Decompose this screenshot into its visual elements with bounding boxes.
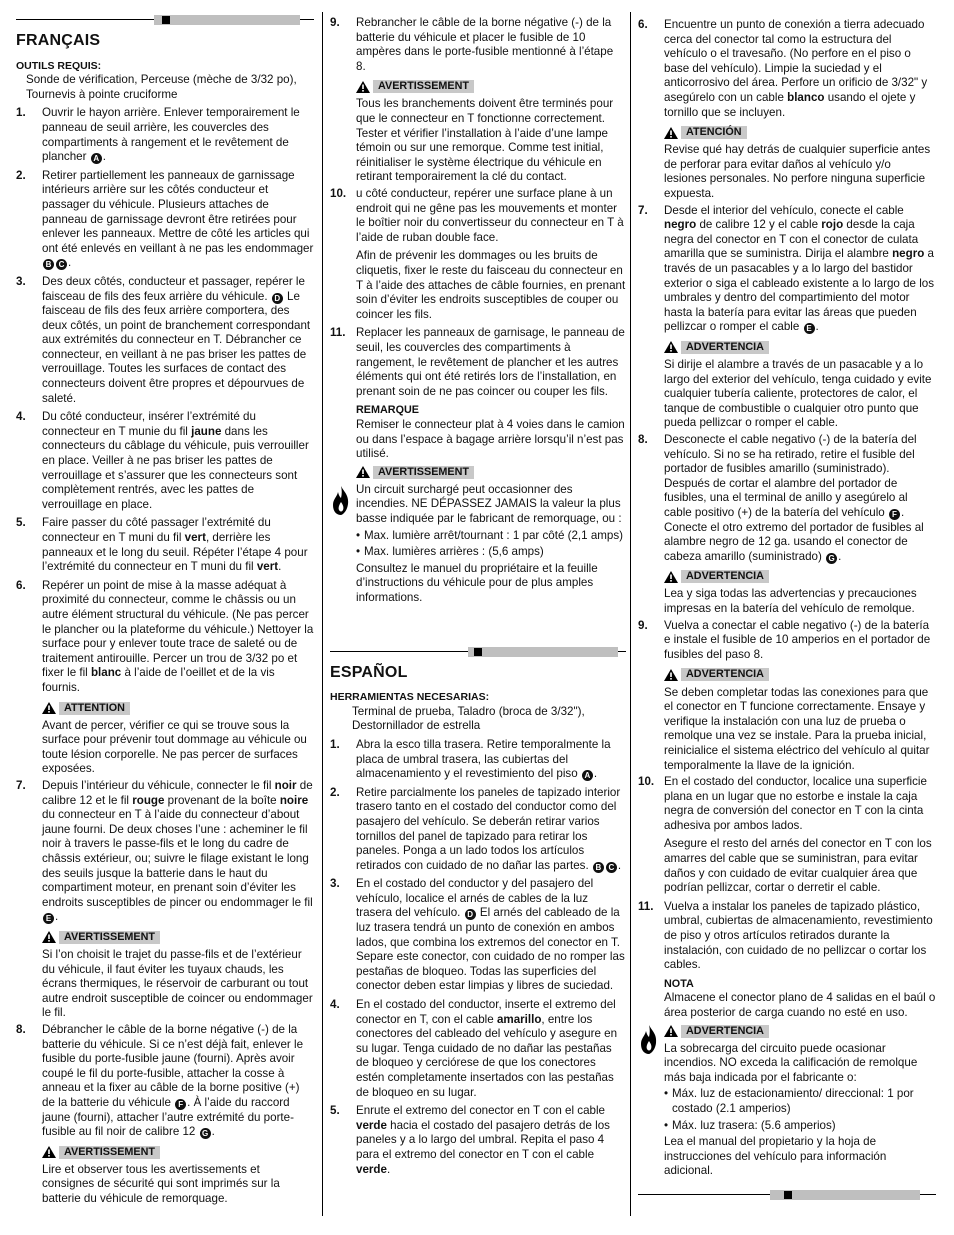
paso-5: 5. Enrute el extremo del conector en T con el cable verde hacia el costado del pasajero detrás de los paneles y a lo largo del umbral. Repita el paso 4 para el extremo del conector en T con el cable verde. [330,1104,610,1176]
warning-avertissement-2: AVERTISSEMENT Lire et observer tous les avertissements et consignes de sécurité qui sont imprimés sur la batterie du véhicule de remorquage. [42,1145,280,1206]
paso-1: 1. Abra la esco tilla trasera. Retire temporalmente la placa de umbral trasera, las cubiertas del almacenamiento y el revestimiento del piso A . [330,737,611,781]
figure-ref-e-icon: E [43,913,54,924]
paso-4: 4. En el costado del conductor, inserte el extremo del conector en T, con el cable amarillo, entre los conectores del cableado del vehículo y asegure en su lugar. Tenga cuidado de no dañar las pestañas de bloqueo y cerciórese de que los conectores estén completamente insertados con las pestañas de bloqueo en su lugar. [330,998,618,1099]
warning-triangle-icon [42,1146,56,1158]
paso-11: 11. Vuelva a instalar los paneles de tapizado plástico, umbral, cubiertas de almacenamiento, revestimiento de piso y otros artículos retirados durante la instalación, con cuidado de no pellizcar o cortar los cables. [638,899,933,972]
paso-7: 7. Desde el interior del vehículo, conecte el cable negro de calibre 12 y el cable rojo desde la caja negra del conector en T con el conector de culata amarilla que se suministra. Dirija el alambre negro a través de un pasacables y a lo largo del bastidor exterior o siga el cableado existente a lo largo de los umbrales y dentro del compartimiento del motor hasta la batería para evitar las áreas que pueden pellizcar o romper el cable E . [638,203,935,334]
warning-triangle-icon [664,1025,678,1037]
column-divider-right [630,12,631,1216]
closing-note: Consultez le manuel du propriétaire et la feuille d’instructions du véhicule pour de plus amples informations. [356,561,598,604]
paso-8: 8. Desconecte el cable negativo (-) de la batería del vehículo. Si no se ha retirado, retire el fusible del portador de fusibles amarillo (suministrado). Después de cortar el alambre del portador de fusibles, una el terminal de anillo y asegúrelo al cable positivo (+) de la batería del vehículo F . Conecte el otro extremo del portador de fusibles al alambre negro de 12 ga. usando el conector de cabeza amarillo (suministrado) G . [638,433,924,563]
column-divider-left [322,12,323,1216]
warning-avertissement-1: AVERTISSEMENT Si l’on choisit le trajet du passe-fils et de l’extérieur du véhicule, il faut éviter les tuyaux chauds, les écrans thermiques, le réservoir de carburant ou tout autre endroit susceptible de coincer ou endommager le fil. [42,930,313,1020]
figure-ref-g-icon: G [826,553,837,564]
figure-ref-f-icon: F [175,1099,186,1110]
warning-triangle-icon [664,127,678,139]
closing-note: Lea el manual del propietario y la hoja de instrucciones del vehículo para información adicional. [664,1135,887,1178]
column-2 [330,14,626,1181]
warning-triangle-icon [42,702,56,714]
warning-advertencia-4: ADVERTENCIA La sobrecarga del circuito puede ocasionar incendios. NO exceda la calificación de remolque más baja indicada por el fabricante o: [638,1023,936,1086]
figure-ref-b-icon: B [43,259,54,270]
paso-10: 10. En el costado del conductor, localice una superficie plana en un lugar que no estorbe e instale la caja negra de conversión del conector en T con la cinta adhesiva por ambos lados. [638,775,927,832]
step-8: 8. Débrancher le câble de la borne négative (-) de la batterie du véhicule. Si ce n’est déjà fait, enlever le fusible du porte-fusible jaune (fourni). Après avoir coupé le fil du porte-fusible, attacher la cosse à anneau et la fixer au câble de la borne positive (+) de la batterie du véhicule F . À l’aide du raccord jaune (fourni), attacher l’autre extrémité du porte-fusible au fil noir de calibre 12 G . [16,1023,304,1139]
figure-ref-a-icon: A [582,770,593,781]
step-10: 10. u côté conducteur, repérer une surface plane à un endroit qui ne gêne pas les mouvements et monter le boîtier noir du convertisseur du connecteur en T à l’aide de ruban double face. [330,187,624,244]
paso-6: 6. Encuentre un punto de conexión a tierra adecuado cerca del conector tal como la estructura del vehículo o el travesaño. (No perfore en el piso o base del vehículo). Limpie la suciedad y el anticorrosivo del área. Perfore un orificio de 3/32" y asegúrelo con un cable blanco usando el ojete y tornillo que se incluyen. [638,18,928,119]
warning-advertencia-1: ADVERTENCIA Si dirije el alambre a través de un pasacable y a lo largo del exterior del vehículo, tenga cuidado y evite cualquier tubería caliente, protectores de calor, el tanque de combustible o cualquier otro punto que pueda pellizcar o romper el cable. [664,340,932,430]
figure-ref-f-icon: F [889,509,900,520]
warning-triangle-icon [664,341,678,353]
figure-ref-g-icon: G [200,1128,211,1139]
tools-heading: HERRAMIENTAS NECESARIAS: [330,691,490,704]
section-heading-french: FRANÇAIS [16,32,101,49]
step-1: 1. Ouvrir le hayon arrière. Enlever temporairement le panneau de seuil arrière, les couvercles des compartiments à rangement et le revêtement de plancher A . [16,106,300,164]
step-4: 4. Du côté conducteur, insérer l’extrémité du connecteur en T munie du fil jaune dans les connecteurs du câblage du véhicule, puis verrouiller en place. Veiller à ne pas briser les pattes de verrouillage et s’assurer que les connecteurs sont complètement rentrés, avec les pattes de verrouillage en place. [16,410,309,511]
section-divider-bar [330,646,626,658]
paso-2: 2. Retire parcialmente los paneles de tapizado interior trasero tanto en el costado del conductor como del pasajero del vehículo. Se deberán retirar varios tornillos del panel de tapizado para retirar los paneles. Ponga a un lado todos los artículos retirados con cuidado de no dañar las partes. B C . [330,785,622,872]
section-divider-bar [16,14,314,26]
column-3 [638,16,936,1201]
section-divider-bar [638,1189,936,1201]
warning-triangle-icon [42,931,56,943]
step-5: 5. Faire passer du côté passager l’extrémité du connecteur en T muni du fil vert, derrière les panneaux et le long du seuil. Répéter l’étape 4 pour l’extrémité du connecteur en T muni du fil vert. [16,516,308,574]
column-1 [16,14,314,1208]
paso-10-note: Asegure el resto del arnés del conector en T con los amarres del cable que se suministran, para evitar daños y con cuidado de evitar cualquier área que podrían pellizcar, cortar o derretir el cable. [664,837,932,895]
nota-note: NOTA Almacene el conector plano de 4 salidas en el baúl o área posterior de carga cuando no esté en uso. [664,977,936,1019]
step-6: 6. Repérer un point de mise à la masse adéquat à proximité du connecteur, comme le châssis ou un autre élément structural du véhicule. (Ne pas percer le plancher ou la plateforme du véhicule.) Nettoyer la surface pour y enlever toute trace de saleté ou de traitement antirouille. Percer un trou de 3/32 po et fixer le fil blanc à l’aide de l’oeillet et de la vis fournis. [16,578,314,694]
figure-ref-e-icon: E [804,323,815,334]
fire-hazard-icon [638,1023,660,1057]
warning-atencion: ATENCIÓN Revise qué hay detrás de cualquier superficie antes de perforar para evitar daños al vehículo y/o lesiones personales. No perfore ninguna superficie expuesta. [664,126,931,201]
figure-ref-d-icon: D [272,293,283,304]
warning-avertissement-4: AVERTISSEMENT Un circuit surchargé peut occasionner des incendies. NE DÉPASSEZ JAMAIS la valeur la plus basse indiquée par le fabricant de remorquage, ou : [330,464,626,527]
section-heading-spanish: ESPAÑOL [330,663,408,681]
step-10-note: Afin de prévenir les dommages ou les bruits de cliquetis, fixer le reste du faisceau du connecteur en T à l’aide des attaches de câble fournies, en prenant soin d’éviter les endroits susceptibles de couper ou coincer les fils. [356,249,626,321]
warning-triangle-icon [356,466,370,478]
warning-triangle-icon [664,571,678,583]
warning-advertencia-2: ADVERTENCIA Lea y siga todas las advertencias y precauciones impresas en la batería del vehículo de remolque. [664,570,917,616]
paso-3: 3. En el costado del conductor y del pasajero del vehículo, localice el arnés de cables de la luz trasera del vehículo. D El arnés del cableado de la luz trasera tendrá un punto de conexión en ambos lados, que combina los extremos del conector en T. Separe este conector, con cuidado de no romper las pestañas de bloqueo. Todas las superficies del conector deben estar limpias y libres de suciedad. [330,877,625,993]
tools-list: Sonde de vérification, Perceuse (mèche de 3/32 po), Tournevis à pointe cruciforme [26,73,297,101]
warning-triangle-icon [664,669,678,681]
step-3: 3. Des deux côtés, conducteur et passager, repérer le faisceau de fils des feux arrière du véhicule. D Le faisceau de fils des feux arrière comportera, des deux côtés, un point de branchement correspondant aux extrémités du connecteur en T. Débrancher ce connecteur, en veillant à ne pas briser les pattes de verrouillage. Toutes les surfaces de contact des connecteurs doivent être propres et dépourvues de saleté. [16,274,311,405]
step-11: 11. Replacer les panneaux de garnisage, le panneau de seuil, les couvercles des compartiments à rangement, le revêtement de plancher et les autres éléments qui ont été retirés lors de l’installation, en prenant soin de ne pas coincer ou couper les fils. [330,326,625,398]
step-2: 2. Retirer partiellement les panneaux de garnissage intérieurs arrière sur les côtés conducteur et passager du véhicule. Plusieurs attaches de panneau de garnissage devront être retirées pour enlever les panneaux. Mettre de côté les articles qui ont été enlevés en veillant à ne pas les endommager B C . [16,168,314,270]
fire-hazard-icon [330,484,352,518]
figure-ref-d-icon: D [465,909,476,920]
warning-attention: ATTENTION Avant de percer, vérifier ce qui se trouve sous la surface pour prévenir tout dommage au véhicule ou toute lésion corporelle. Ne pas percer de surfaces exposées. [42,701,307,776]
warning-advertencia-3: ADVERTENCIA Se deben completar todas las conexiones para que el conector en T funcione correctamente. Ensaye y verifique la instalación con una luz de prueba o remolque una vez se instale. Para la prueba inicial, reinicialice el sistema eléctrico del vehículo al quitar temporalmente la llave de la ignición. [664,668,930,772]
bullet-item-2: • Max. lumières arrières : (5,6 amps) [356,545,544,559]
bullet-item-1: • Max. lumière arrêt/tournant : 1 par côté (2,1 amps) [356,528,624,542]
figure-ref-b-icon: B [593,862,604,873]
warning-triangle-icon [356,81,370,93]
warning-avertissement-3: AVERTISSEMENT Tous les branchements doivent être terminés pour que le connecteur en T fonctionne correctement. Tester et vérifier l’installation à l’aide d’une lampe témoin ou sur une remorque. Comme test initial, réinitialiser le système électrique du véhicule en retirant temporairement la clé du contact. [356,80,614,184]
remarque-note: REMARQUE Remiser le connecteur plat à 4 voies dans le camion ou dans l’espace à bagage arrière lorsqu’il n’est pas utilisé. [356,404,625,461]
paso-9: 9. Vuelva a conectar el cable negativo (-) de la batería e instale el fusible de 10 amperios en el portador de fusibles del paso 8. [638,618,931,661]
figure-ref-a-icon: A [91,153,102,164]
tools-heading: OUTILS REQUIS: [16,59,102,72]
step-7: 7. Depuis l’intérieur du véhicule, connecter le fil noir de calibre 12 et le fil rouge provenant de la boîte noire du connecteur en T à l’aide du connecteur d’about jaune fourni. De deux choses l’une : acheminer le fil noir à travers le passe-fils et le long du cadre de châssis extérieur, ou; suivre le filage existant le long des seuils jusque la batterie dans le haut du compartiment moteur, en prenant soin d’éviter les endroits susceptibles de pincer ou endommager le fil E . [16,779,313,924]
bullet-item-2: • Máx. luz trasera: (5.6 amperios) [664,1118,836,1132]
tools-list: Terminal de prueba, Taladro (broca de 3/32"), Destornillador de estrella [352,704,585,733]
figure-ref-c-icon: C [606,862,617,873]
step-9: 9. Rebrancher le câble de la borne négative (-) de la batterie du véhicule et placer le fusible de 10 ampères dans le porte-fusible mentionné à l’étape 8. [330,16,614,73]
bullet-item-1: • Máx. luz de estacionamiento/ direccional: 1 por costado (2.1 amperios) [664,1087,914,1116]
figure-ref-c-icon: C [56,259,67,270]
